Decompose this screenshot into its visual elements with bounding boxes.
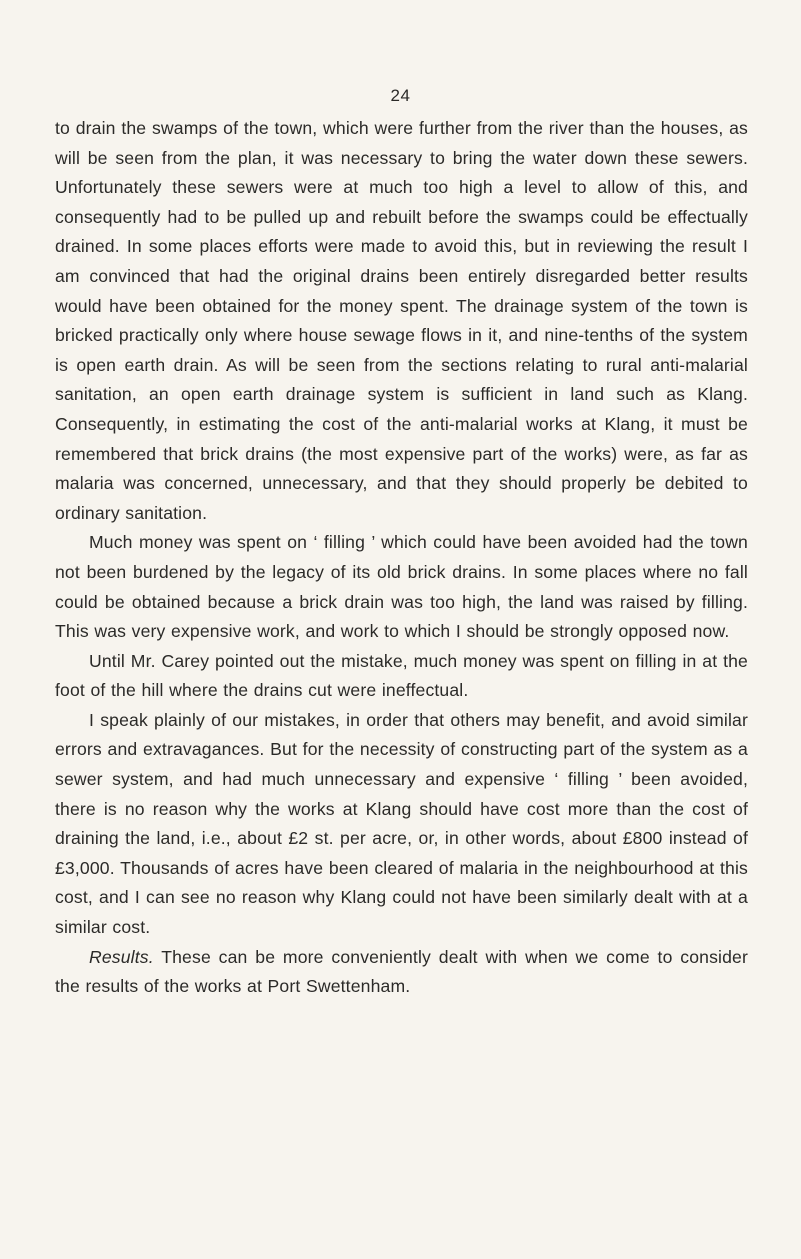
paragraph-mistakes: I speak plainly of our mistakes, in order that others may benefit, and avoid similar errors and extravagances. But for the necessity of constructing part of the system as a sewer system, and had much unnecessary and expensive ‘ filling ’ been avoided, there is no reason why the works at Klang should have cost more than the cost of draining the land, i.e., about £2 st. per acre, or, in other words, about £800 instead of £3,000. Thousands of acres have been cleared of malaria in the neighbourhood at this cost, and I can see no reason why Klang could not have been similarly dealt with at a similar cost. bbox=[55, 709, 748, 938]
results-text: These can be more conveniently dealt with when we come to consider the results of the works at Port Swettenham. bbox=[55, 946, 748, 997]
page-number: 24 bbox=[390, 86, 411, 105]
paragraph-continued: to drain the swamps of the town, which were further from the river than the houses, as will be seen from the plan, it was necessary to bring the water down these sewers. Unfortunately these sewers were at much too high a level to allow of this, and consequently had to be pulled up and rebuilt before the swamps could be effectually drained. In some places efforts were made to avoid this, but in reviewing the result I am convinced that had the original drains been entirely disregarded better results would have been obtained for the money spent. The drainage system of the town is bricked practically only where house sewage flows in it, and nine-tenths of the system is open earth drain. As will be seen from the sections relating to rural anti-malarial sanitation, an open earth drainage system is sufficient in land such as Klang. Consequently, in estimating the cost of the anti-malarial works at Klang, it must be remembered that brick drains (the most expensive part of the works) were, as far as malaria was concerned, unnecessary, and that they should properly be debited to ordinary sanitation. bbox=[55, 118, 748, 523]
paragraph-filling: Much money was spent on ‘ filling ’ which could have been avoided had the town not been burdened by the legacy of its old brick drains. In some places where no fall could be obtained because a brick drain was too high, the land was raised by filling. This was very expensive work, and work to which I should be strongly opposed now. bbox=[55, 532, 748, 642]
results-sidehead: Results. bbox=[89, 946, 154, 967]
paragraph-carey: Until Mr. Carey pointed out the mistake, much money was spent on filling in at the foot of the hill where the drains cut were ineffectual. bbox=[55, 650, 748, 701]
paragraph-results bbox=[55, 943, 748, 1002]
body-text bbox=[55, 114, 748, 1002]
